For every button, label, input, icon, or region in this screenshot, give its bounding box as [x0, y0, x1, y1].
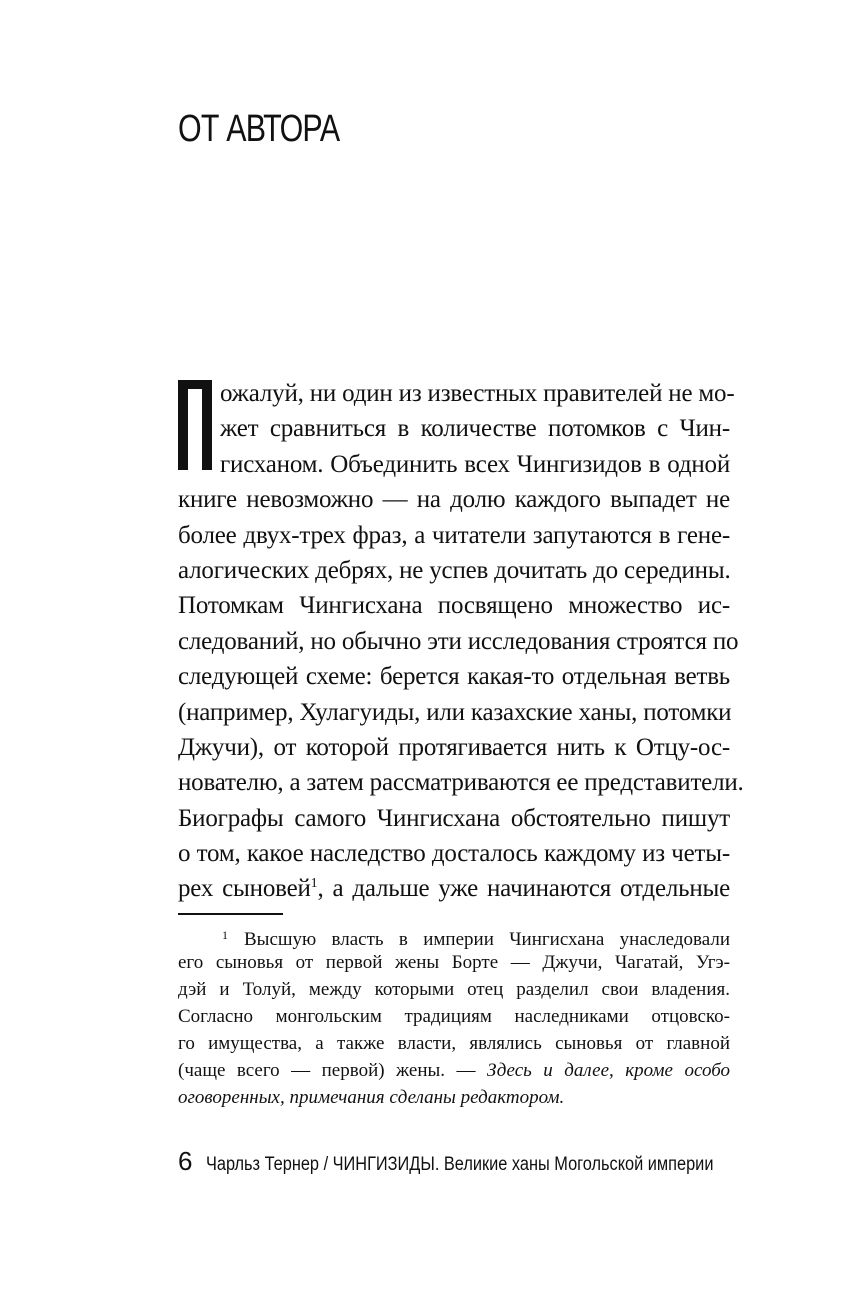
editor-note-italic: оговоренных, примечания сделаны редактором. [178, 1087, 565, 1108]
body-line: жет сравниться в количестве потомков с Чин- [220, 415, 730, 443]
footnote-line: Согласно монгольским традициям наследниками отцовско- [178, 1006, 730, 1027]
body-text-segment: , а дальше уже начинаются отдельные [317, 875, 730, 903]
footnote-number: 1 [222, 928, 228, 942]
body-line: более двух-трех фраз, а читатели запутаются в гене- [178, 521, 730, 549]
footnote-line [178, 1057, 730, 1084]
footnote [178, 922, 730, 1111]
body-line: алогических дебрях, не успев дочитать до середины. [178, 556, 731, 584]
body-line: ожалуй, ни один из известных правителей не мо- [220, 380, 735, 407]
running-head: Чарльз Тернер / ЧИНГИЗИДЫ. Великие ханы Могольской империи [206, 1154, 714, 1175]
body-text-segment: рех сыновей [178, 875, 311, 903]
footnote-reference[interactable]: 1 [310, 876, 318, 892]
body-line: Джучи), от которой протягивается нить к Отцу-ос- [178, 733, 730, 761]
body-line: Биографы самого Чингисхана обстоятельно пишут [178, 804, 730, 832]
body-text [178, 376, 744, 907]
body-line: следований, но обычно эти исследования строятся по [178, 627, 739, 655]
body-line: гисханом. Объединить всех Чингизидов в одной [220, 450, 730, 478]
footnote-text-segment: Высшую власть в империи Чингисхана унаследовали [244, 929, 730, 950]
body-line: (например, Хулагуиды, или казахские ханы, потомки [178, 698, 732, 726]
footnote-line [178, 922, 730, 949]
footnote-line: его сыновья от первой жены Борте — Джучи, Чагатай, Угэ- [178, 952, 730, 973]
body-line: нователю, а затем рассматриваются ее представители. [178, 769, 744, 797]
footnote-text-segment: (чаще всего — первой) жены. — [178, 1060, 488, 1081]
body-line: следующей схеме: берется какая-то отдельная ветвь [178, 663, 730, 691]
footnote-line: го имущества, а также власти, являлись сыновья от главной [178, 1033, 730, 1054]
footnote-separator [178, 913, 283, 915]
body-line: Потомкам Чингисхана посвящено множество ис- [178, 592, 730, 620]
body-line: книге невозможно — на долю каждого выпадет не [178, 486, 730, 514]
body-line: о том, какое наследство досталось каждому из четы- [178, 840, 730, 868]
page-footer [178, 1146, 797, 1177]
chapter-title: ОТ АВТОРА [178, 108, 340, 150]
page-number: 6 [178, 1146, 193, 1176]
body-line-with-footnote-ref [178, 871, 730, 906]
footnote-line: дэй и Толуй, между которыми отец разделил свои владения. [178, 979, 730, 1000]
editor-note-italic: Здесь и далее, кроме особо [487, 1060, 730, 1081]
